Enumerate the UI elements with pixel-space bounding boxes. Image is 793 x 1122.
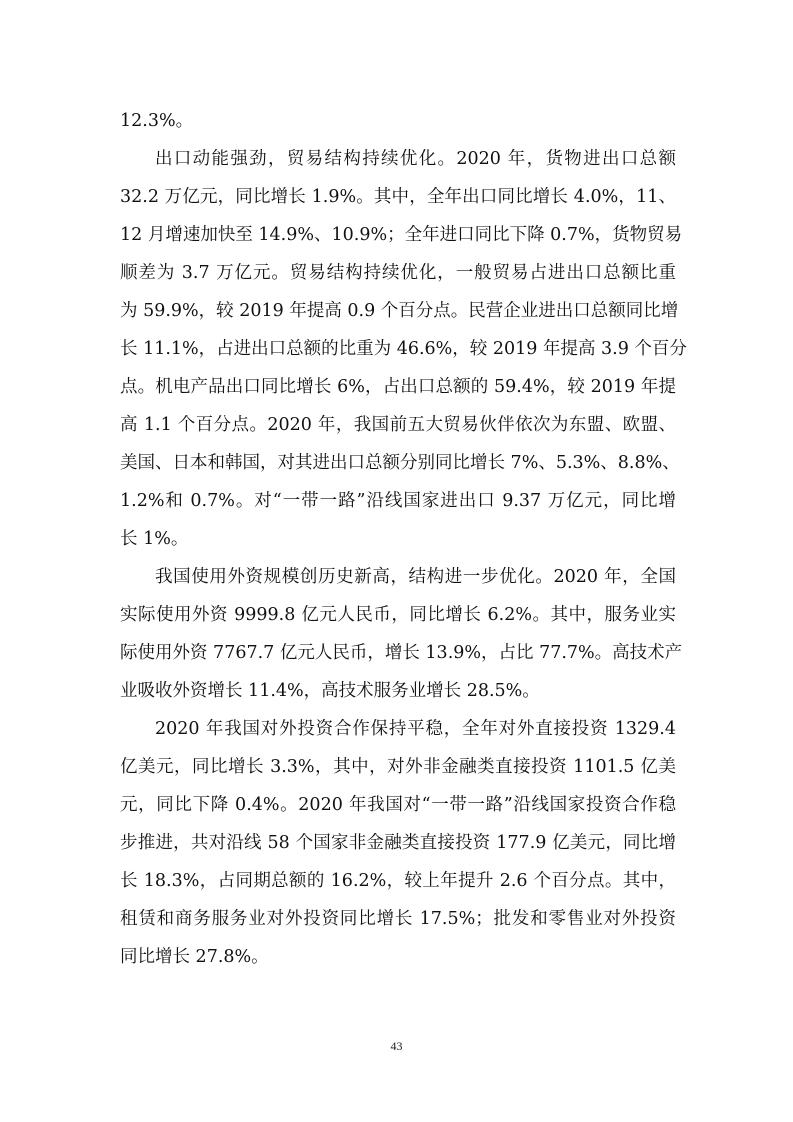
text-line: 为 59.9%，较 2019 年提高 0.9 个百分点。民营企业进出口总额同比增 (120, 301, 679, 321)
text-line: 12.3%。 (120, 111, 194, 131)
text-line: 我国使用外资规模创历史新高，结构进一步优化。2020 年，全国 (155, 567, 676, 587)
text-line: 亿美元，同比增长 3.3%，其中，对外非金融类直接投资 1101.5 亿美 (120, 757, 676, 777)
text-line: 步推进，共对沿线 58 个国家非金融类直接投资 177.9 亿美元，同比增 (120, 833, 676, 853)
text-line: 1.2%和 0.7%。对“一带一路”沿线国家进出口 9.37 万亿元，同比增 (120, 491, 676, 511)
text-line: 美国、日本和韩国，对其进出口总额分别同比增长 7%、5.3%、8.8%、 (120, 453, 680, 473)
text-line: 实际使用外资 9999.8 亿元人民币，同比增长 6.2%。其中，服务业实 (120, 605, 676, 625)
text-line: 际使用外资 7767.7 亿元人民币，增长 13.9%，占比 77.7%。高技术产 (120, 643, 683, 663)
text-line: 12 月增速加快至 14.9%、10.9%；全年进口同比下降 0.7%，货物贸易 (120, 225, 683, 245)
text-line: 长 18.3%，占同期总额的 16.2%，较上年提升 2.6 个百分点。其中， (120, 871, 676, 891)
text-line: 同比增长 27.8%。 (120, 947, 269, 967)
text-line: 长 1%。 (120, 529, 189, 549)
text-line: 长 11.1%，占进出口总额的比重为 46.6%，较 2019 年提高 3.9 个百分 (120, 339, 687, 359)
page-number: 43 (390, 1039, 403, 1053)
text-line: 业吸收外资增长 11.4%，高技术服务业增长 28.5%。 (120, 681, 540, 701)
text-line: 出口动能强劲，贸易结构持续优化。2020 年，货物进出口总额 (155, 149, 676, 169)
text-line: 2020 年我国对外投资合作保持平稳，全年对外直接投资 1329.4 (155, 719, 676, 739)
text-line: 元，同比下降 0.4%。2020 年我国对“一带一路”沿线国家投资合作稳 (120, 795, 676, 815)
text-line: 顺差为 3.7 万亿元。贸易结构持续优化，一般贸易占进出口总额比重 (120, 263, 676, 283)
text-line: 租赁和商务服务业对外投资同比增长 17.5%；批发和零售业对外投资 (120, 909, 676, 929)
text-line: 高 1.1 个百分点。2020 年，我国前五大贸易伙伴依次为东盟、欧盟、 (120, 415, 676, 435)
text-line: 点。机电产品出口同比增长 6%，占出口总额的 59.4%，较 2019 年提 (120, 377, 676, 397)
text-line: 32.2 万亿元，同比增长 1.9%。其中，全年出口同比增长 4.0%，11、 (120, 187, 676, 207)
